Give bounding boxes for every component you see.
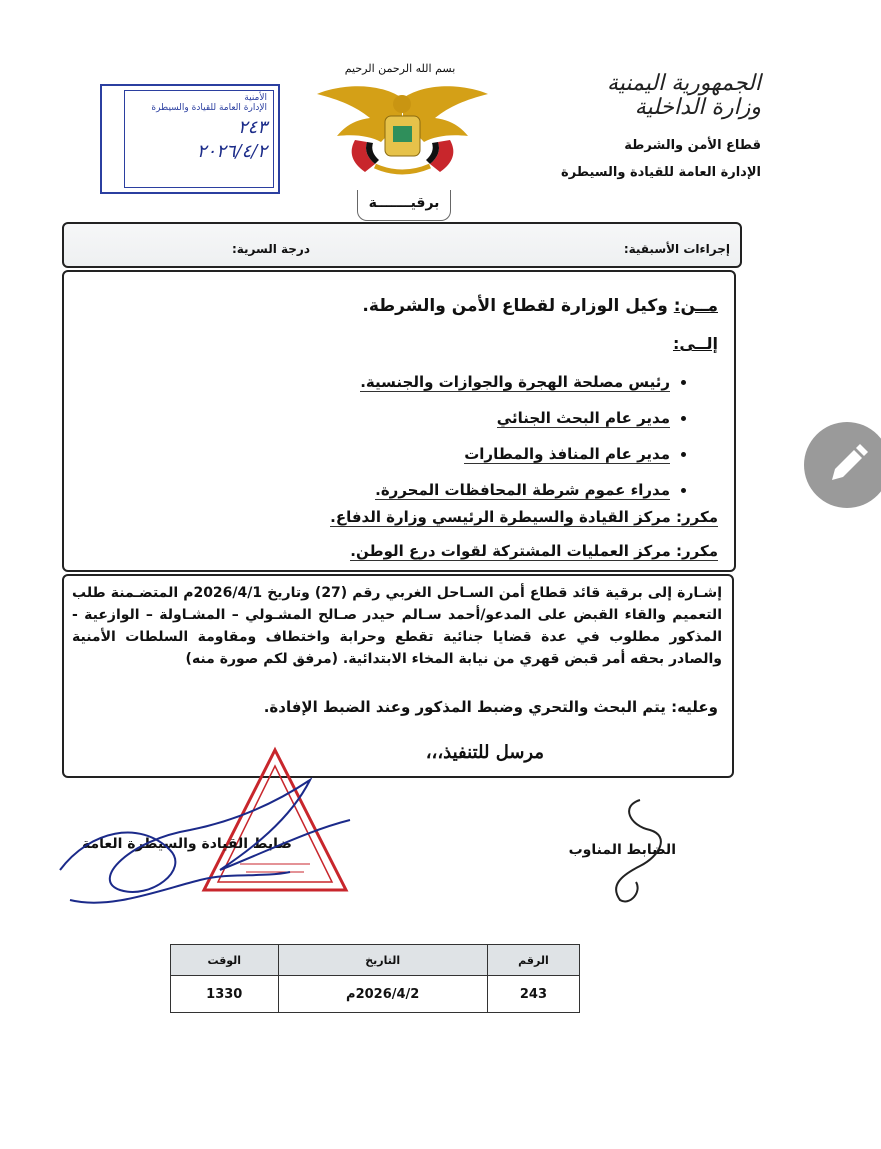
to-label: إلــى: [672,334,718,353]
action-text: وعليه: يتم البحث والتحري وضبط المذكور وعند الضبط الإفادة. [263,698,718,716]
body-text: إشـارة إلى برقية قائد قطاع أمن السـاحل الغربي رقم (27) وتاريخ 2026/4/1م المتضـمنة طلب التعميم والقاء القبض على المدعو/أحمد سـالم حيدر صـالح المشـولي – المشـاولة – الوازعية - المذكور مطلوب في عدة قضايا جنائية تقطع وحرابة واختطاف ومقاومة السلطات الأمنية والصادر بحقه أمر قبض قهري من نيابة المخاء الابتدائية. (مرفق لكم صورة منه) [72,585,722,667]
recipient-list [360,364,694,508]
secrecy-label: درجة السرية: [231,242,310,256]
department-title: الإدارة العامة للقيادة والسيطرة [561,165,761,180]
message-body [62,574,734,778]
list-item: • مدير عام البحث الجنائي [360,400,670,436]
send-text: مرسل للتنفيذ،،، [425,742,544,763]
basmala: بسم الله الرحمن الرحيم [344,62,456,75]
stamp-date: ٢٠٢٦/٤/٢ [196,141,267,162]
signature-right-title: الضابط المناوب [568,842,676,858]
col-number: الرقم [487,945,579,976]
list-item: • مدير عام المنافذ والمطارات [360,436,670,472]
stamp-org-line2: الإدارة العامة للقيادة والسيطرة [151,103,267,113]
priority-box [62,222,742,268]
letterhead [561,72,761,180]
time-value: 1330 [171,976,279,1013]
date-value: 2026/4/2م [278,976,487,1013]
signature-scribble-icon [50,760,410,920]
cc-line-1: مكرر: مركز القيادة والسيطرة الرئيسي وزارة الدفاع. [330,508,718,526]
list-item: • رئيس مصلحة الهجرة والجوازات والجنسية. [360,364,670,400]
list-item: • مدراء عموم شرطة المحافظات المحررة. [360,472,670,508]
address-box [62,270,736,572]
document-type: برقيـــــــة [357,190,451,221]
republic-title: الجمهورية اليمنية [606,71,761,96]
number-value: 243 [487,976,579,1013]
sector-title: قطاع الأمن والشرطة [624,138,761,153]
prior-procedures-label: إجراءات الأسبقية: [623,242,730,256]
signature-left-title: ضابط القيادة والسيطرة العامة [82,836,292,852]
edit-button[interactable] [804,422,881,508]
from-value: وكيل الوزارة لقطاع الأمن والشرطة. [362,296,668,316]
col-date: التاريخ [278,945,487,976]
reference-table [170,944,580,1013]
cc-line-2: مكرر: مركز العمليات المشتركة لقوات درع الوطن. [350,542,718,560]
from-line [362,296,718,316]
stamp-org-line1: الأمنية [244,93,267,103]
pencil-icon [804,422,881,508]
col-time: الوقت [171,945,279,976]
stamp-number: ٢٤٣ [237,117,267,138]
signature-scribble-2-icon [570,796,680,908]
registry-stamp [100,84,280,194]
ministry-title: وزارة الداخلية [634,95,761,120]
eagle-emblem-icon [315,80,490,180]
from-label: مــن: [673,296,718,316]
